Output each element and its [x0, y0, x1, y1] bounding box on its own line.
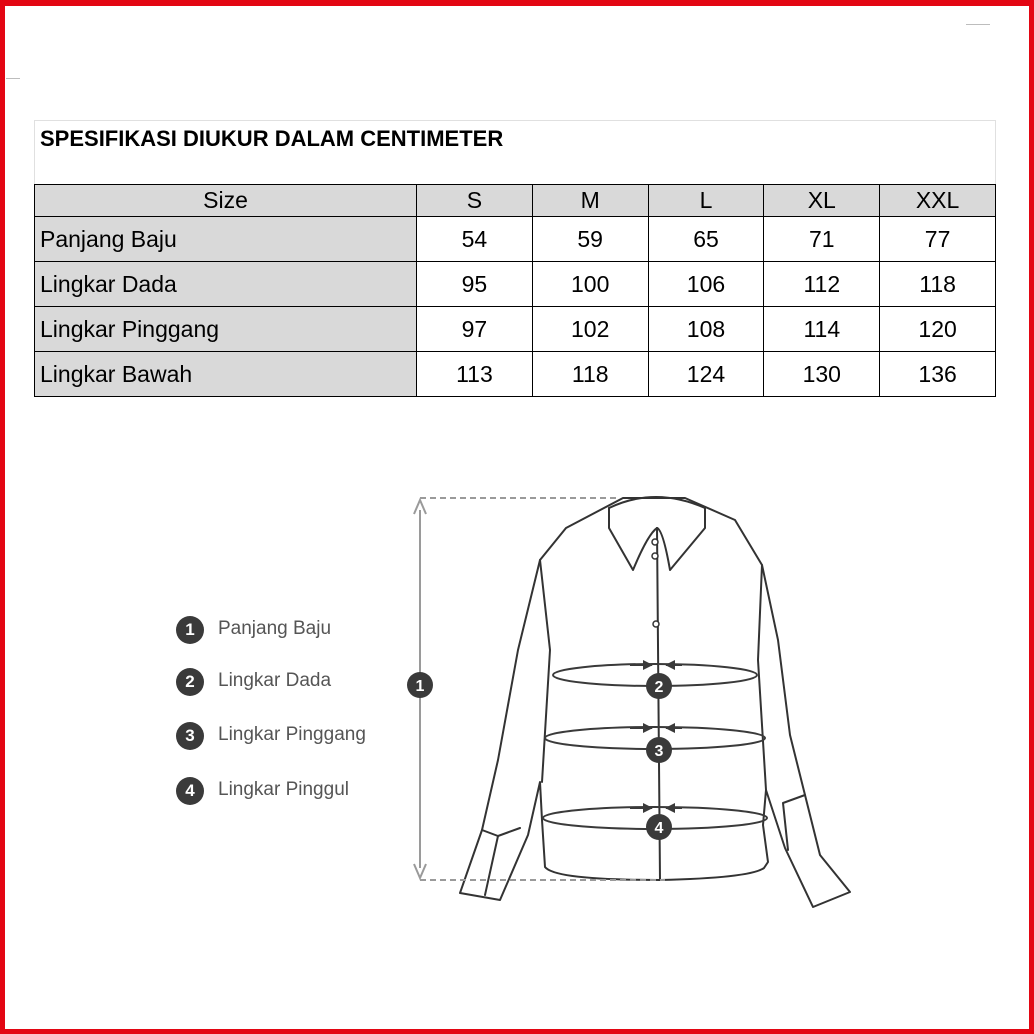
header-size-xxl: XXL — [880, 185, 996, 217]
table-cell: 77 — [880, 217, 996, 262]
legend-item — [176, 616, 396, 644]
row-label: Lingkar Pinggang — [35, 307, 417, 352]
table-cell: 95 — [417, 262, 533, 307]
corner-mark — [966, 24, 990, 25]
row-label: Lingkar Bawah — [35, 352, 417, 397]
table-cell: 118 — [880, 262, 996, 307]
table-cell: 102 — [532, 307, 648, 352]
diagram-marker-1 — [407, 672, 433, 698]
table-cell: 71 — [764, 217, 880, 262]
table-cell: 130 — [764, 352, 880, 397]
table-row — [35, 352, 996, 397]
table-cell: 108 — [648, 307, 764, 352]
button-dot — [652, 553, 658, 559]
diagram-marker-4 — [646, 814, 672, 840]
legend-item — [176, 722, 396, 750]
header-size-xl: XL — [764, 185, 880, 217]
table-row — [35, 217, 996, 262]
header-size-label: Size — [35, 185, 417, 217]
number-3-icon: 3 — [176, 722, 204, 750]
diagram-marker-2 — [646, 673, 672, 699]
shirt-measurement-diagram — [380, 470, 860, 920]
marker-label: 1 — [415, 678, 425, 695]
number-4-icon: 4 — [176, 777, 204, 805]
marker-label: 4 — [654, 820, 664, 837]
legend-label: Lingkar Pinggang — [218, 724, 366, 745]
legend-label: Panjang Baju — [218, 618, 332, 639]
corner-mark — [6, 78, 20, 79]
diagram-marker-3 — [646, 737, 672, 763]
button-dot — [653, 621, 659, 627]
spec-title: SPESIFIKASI DIUKUR DALAM CENTIMETER — [34, 120, 996, 184]
row-label: Lingkar Dada — [35, 262, 417, 307]
row-label: Panjang Baju — [35, 217, 417, 262]
table-cell: 120 — [880, 307, 996, 352]
table-cell: 97 — [417, 307, 533, 352]
legend-label: Lingkar Dada — [218, 670, 332, 691]
marker-label: 2 — [654, 679, 664, 696]
button-dot — [652, 539, 658, 545]
size-spec-block — [34, 120, 996, 397]
table-cell: 124 — [648, 352, 764, 397]
table-cell: 54 — [417, 217, 533, 262]
legend-item — [176, 777, 396, 805]
legend-label: Lingkar Pinggul — [218, 779, 349, 800]
header-size-l: L — [648, 185, 764, 217]
table-cell: 65 — [648, 217, 764, 262]
table-cell: 59 — [532, 217, 648, 262]
table-cell: 114 — [764, 307, 880, 352]
marker-label: 3 — [654, 743, 664, 760]
number-1-icon: 1 — [176, 616, 204, 644]
size-chart-table — [34, 184, 996, 397]
number-2-icon: 2 — [176, 668, 204, 696]
header-size-m: M — [532, 185, 648, 217]
table-cell: 112 — [764, 262, 880, 307]
legend-item — [176, 668, 396, 696]
table-cell: 118 — [532, 352, 648, 397]
table-cell: 113 — [417, 352, 533, 397]
table-cell: 136 — [880, 352, 996, 397]
table-cell: 100 — [532, 262, 648, 307]
header-size-s: S — [417, 185, 533, 217]
table-row — [35, 262, 996, 307]
table-cell: 106 — [648, 262, 764, 307]
table-row — [35, 307, 996, 352]
table-header-row — [35, 185, 996, 217]
